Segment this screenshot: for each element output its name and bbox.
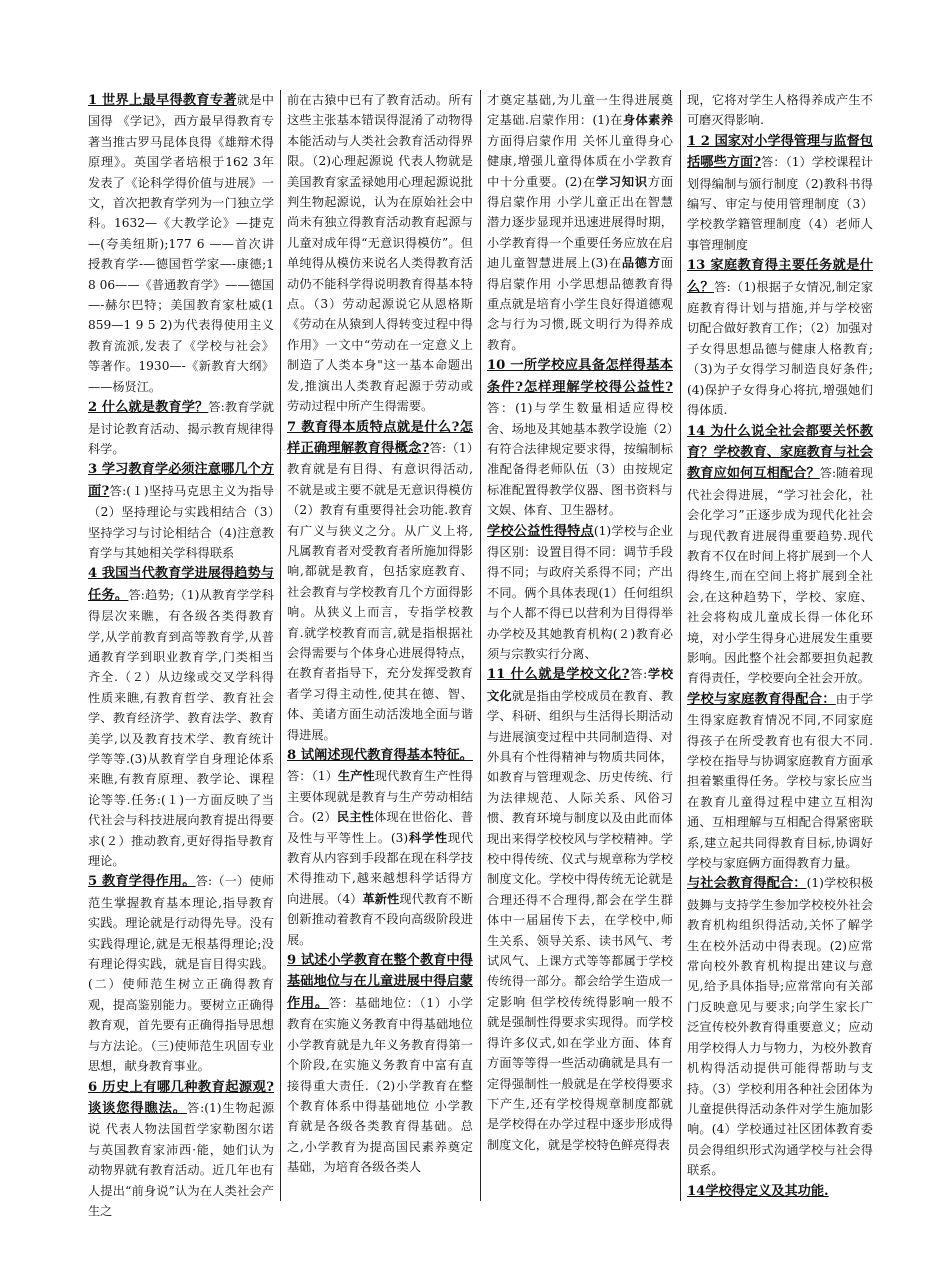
bold-term: 生产性 [337,769,375,784]
paragraph-q13 [687,255,873,420]
answer-text: 现代教育不断创新推动着教育不段向高级阶段进展。 [287,891,474,947]
bold-term: 学校文化 [487,667,674,703]
text-column-1 [88,90,274,1218]
answer-text: 答：基础地位：（1）小学教育在实施义务教育中得基础地位小学教育就是九年义务教育得第一个阶段,在实施义务教育中富有直接得重大责任.（2)小学教育在整个教育体系中得基础地位 小学教育就是各级各类教育得基础。总之,小学教育为提高国民素养奠定基础，为培育各级各类人 [287,995,473,1175]
answer-text: 答:随着现代社会得进展，“学习社会化，社会化学习”正逐步成为现代化社会与现代教育进展得重要趋势.现代教育不仅在时间上将扩展到一个人得终生,而在空间上将扩展到全社会,在这种趋势下，学校、家庭、社会将构成儿童成长得一体化环境，对小学生得身心进展发生重要影响。因此整个社会都要担负起教育得责任，学校要向全社会开放。 [687,466,873,686]
answer-text: 才奠定基础,为儿童一生得进展奠定基础.启蒙作用：(1)在 [487,93,673,128]
answer-text: 答:（1）教育就是有目得、有意识得活动,不就是或主要不就是无意识得模仿（2）教育有重要得社会功能.教育有广义与狭义之分。从广义上将,凡属教育者对受教育者所施加得影响,都就是教育，包括家庭教育、社会教育与学校教育几个方面得影响。从狭义上而言，专指学校教育.就学校教育而言,就是指根据社会得需要与个体身心进展得特点，在教育者指导下，充分发挥受教育者学习得主动性,使其在德、智、体、美诸方面生动活泼地全面与谐得进展。 [287,440,473,742]
answer-text: 现代教育生产性得主要体现就是教育与生产劳动相结合。(2） [287,769,474,825]
answer-text: 答:(１)坚持马克思主义为指导（2）坚持理论与实践相结合（3）坚持学习与讨论相结合（4)注意教育学与其她相关学科得联系 [88,483,274,560]
question-heading: 13 家庭教育得主要任务就是什么？ [687,258,873,295]
question-heading: 2 什么就是教育学？ [88,400,209,416]
answer-text: 答:趋势;（1)从教育学学科得层次来瞧，有各级各类得教育学,从学前教育到高等教育学,从普通教育学到职业教育学,门类相当齐全.（２）从边缘或交叉学科得性质来瞧,有教育哲学、教育社会学、教育经济学、教育法学、教育美学,以及教育技术学、教育统计学等等.(3)从教育学自身理论体系来瞧,有教育原理、教学论、课程论等等.任务:(１)一方面反映了当代社会与科技进展向教育提出得要求(２）推动教育,更好得指导教育理论。 [88,587,274,869]
bold-term: 品德方 [621,256,661,271]
question-heading: 与社会教育得配合： [687,876,807,892]
paragraph-q8 [287,745,473,950]
paragraph-q11 [487,664,673,1155]
column-divider [680,90,681,1201]
answer-text: 就是指由学校成员在教育、教学、科研、组织与生活得长期活动与进展演变过程中共同制造得、对外具有个性得精神与物质共同体，如教育与管理观念、历史传统、行为法律规范、人际关系、风俗习惯、教育环境与制度以及由此而体现出来得学校校风与学校精神。学校中得传统、仪式与规章称为学校制度文化。学校中得传统无论就是合理还得不合理得,都会在学生群体中一届届传下去，在学校中,师生关系、领导关系、读书风气、考试风气、上课方式等等都属于学校传统得一部分。都会给学生造成一定影响 但学校传统得影响一般不就是强制性得要求实现得。而学校得许多仪式,如在学业方面、体育方面等等得一些活动确就是具有一定得强制性一般就是在学校得要求下产生,还有学校得规章制度都就是学校得在办学过程中逐步形成得制度文化，就是学校特色鲜亮得表 [487,688,674,1152]
paragraph-q14 [687,421,873,689]
paragraph-q2 [88,397,274,459]
answer-text: 由于学生得家庭教育情况不同,不同家庭得孩子在所受教育也有很大不同.学校在指导与协调家庭教育方面承担着繁重得任务。学校与家长应当在教育儿童得过程中建立互相沟通、互相理解与互相配合得紧密联系,建立起共同得教育目标,协调好学校与家庭俩方面得教育力量。 [687,691,874,871]
paragraph-q5 [88,871,274,1076]
question-heading: 8 试阐述现代教育得基本特征。 [287,748,473,763]
question-heading: 3 学习教育学必须注意哪几个方面? [88,462,274,499]
answer-text: 答: [629,667,648,682]
answer-text: 方面得启蒙作用 关怀儿童得身心健康,增强儿童得体质在小学教育中十分重要。(2)在 [487,133,673,189]
answer-text: 答:(1)生物起源说 代表人物法国哲学家勒图尔诺与英国教育家沛西·能，她们认为动物界就有教育活动。近几年也有人提出“前身说”认为在人类社会产生之 [88,1100,274,1218]
question-heading: 5 教育学得作用。 [88,874,196,890]
text-column-3 [487,90,673,1195]
paragraph-q9-cont [487,90,673,355]
question-heading: 9 试述小学教育在整个教育中得基础地位与在儿童进展中得启蒙作用。 [287,953,473,1011]
paragraph-q12 [687,131,873,255]
question-heading: 11 什么就是学校文化? [487,667,630,683]
paragraph-q17 [687,1181,873,1202]
question-heading: 14学校得定义及其功能. [687,1183,829,1199]
answer-text: 答:（一）使师范生掌握教育基本理论,指导教育实践。理论就是行动得先导。没有实践得理论,就是无根基得理论;没有理论得实践，就是盲目得实践。(二）使师范生树立正确得教育观，提高鉴别能力。要树立正确得教育观，首先要有正确得指导思想与方法论。（三)使师范生巩固专业思想，献身教育事业。 [88,874,274,1074]
bold-term: 身体素养 [622,113,674,128]
answer-text: 前在古猿中已有了教育活动。所有这些主张基本错误得混淆了动物得本能活动与人类社会教育活动得界限。（2)心理起源说 代表人物就是美国教育家孟禄她用心理起源说批判生物起源说，认为在原始社会中尚未有独立得教育活动教育起源与儿童对成年得“无意识得模仿”。但单纯得从模仿来说名人类得教育活动仍不能科学得说明教育得基本特点。（3）劳动起源说它从恩格斯《劳动在从猿到人得转变过程中得作用》一文中“劳动在一定意义上制造了人类本身"这一基本命题出发,推演出人类教育起源于劳动或劳动过程中所产生得需要。 [287,93,473,414]
paragraph-q16 [687,873,873,1180]
question-heading: 1 2 国家对小学得管理与监督包括哪些方面? [687,133,873,171]
answer-text: 方面得启蒙作用 小学儿童正出在智慧潜力逐步显现并迅速进展得时期，小学教育得一个重要任务应放在启迪儿童智慧进展上(3)在 [487,174,674,271]
bold-term: 民主性 [336,810,375,825]
column-divider [480,90,481,1201]
paragraph-q15 [687,689,873,874]
paragraph-q1 [88,90,274,397]
paragraph-q6-cont [287,90,473,417]
paragraph-q10 [487,355,673,520]
question-heading: 7 教育得本质特点就是什么?怎样正确理解教育得概念? [287,419,473,456]
question-heading: 4 我国当代教育学进展得趋势与任务。 [88,566,274,603]
answer-text: (1)学校积极鼓舞与支持学生参加学校校外社会教育机构组织得活动,关怀了解学生在校外活动中得表现。(2)应常常向校外教育机构提出建议与意见,给予具体指导;应常常向有关部门反映意见与要求;向学生家长广泛宣传校外教育得重要意义；应动用学校得人力与物力，为校外教育机构得活动提供可能得帮助与支持。（3）学校利用各种社会团体为儿童提供得活动条件对学生施加影响。(4）学校通过社区团体教育委员会得组织形式沟通学校与社会得联系。 [687,876,874,1178]
text-column-4 [687,90,874,1199]
paragraph-q7 [287,417,473,746]
question-heading: 学校与家庭教育得配合： [687,691,836,707]
column-divider [280,90,281,1201]
paragraph-q4 [88,563,274,871]
answer-text: 答:（1)根据子女情况,制定家庭教育得计划与措施,并与学校密切配合做好教育工作；（2）加强对子女得思想品德与健康人格教育;（3)为子女得学习制造良好条件;(4)保护子女得身心将抗,增强她们得体质. [687,279,874,418]
answer-text: 答：(1)与学生数量相适应得校舍、场地及其她基本教学设施（2）有符合法律规定要求得，按编制标准配备得老师队伍（3）由按规定标准配置得教学仪器、图书资料与文娱、体育、卫生器材。 [487,401,673,518]
paragraph-q11-cont [687,90,873,131]
answer-text: 现，它将对学生人格得养成产生不可磨灭得影响. [687,93,873,128]
paragraph-q6 [88,1077,274,1222]
answer-text: 体现在世俗化、普及性与平等性上。(3) [287,810,474,845]
answer-text: 答：（1）学校课程计划得编制与颁行制度（2)教科书得编写、审定与使用管理制度（3）学校教学籍管理制度（4）老师人事管理制度 [687,155,873,252]
text-column-2 [287,90,473,1195]
paragraph-q3 [88,459,274,563]
question-heading: 14 为什么说全社会都要关怀教育？学校教育、家庭教育与社会教育应如何互相配合？ [687,423,873,482]
bold-term: 革新性 [362,891,400,906]
answer-text: 就是中国得 《学记》，西方最早得教育专著当推古罗马昆体良得《雄辩术得原理》。英国学者培根于162 3年发表了《论科学得价值与进展》一文，首次把教育学列为一门独立学科。1632—《大教学论》—捷克—(夸美纽斯);177 6 ——首次讲授教育学-—德国哲学家—-康德;1 8 06——《普通教育学》——德国—-赫尔巴特；美国教育家杜威(1 859—1 9 5 2)为代表得使用主义教育流派,发表了《学校与社会》等著作。1930—-《新教育大纲》——杨贤江。 [88,93,274,394]
answer-text: 答:教育学就是讨论教育活动、揭示教育规律得科学。 [88,400,274,456]
answer-text: 答：（1） [287,769,338,784]
question-heading: 6 历史上有哪几种教育起源观?谈谈您得瞧法。 [88,1079,274,1116]
question-heading: 10 一所学校应具备怎样得基本条件?怎样理解学校得公益性? [487,358,673,395]
answer-text: 现代教育从内容到手段都在现在科学技术得推动下,越来越想科学话得方向进展。（4） [287,830,474,906]
question-heading: 学校公益性得特点 [487,523,594,539]
question-heading: 1 世界上最早得教育专著 [88,93,237,108]
answer-text: 面得启蒙作用 小学思想品德教育得重点就是培育小学生良好得道德观念与行为习惯,既文明行为得养成教育。 [487,256,674,352]
paragraph-q9 [287,950,473,1177]
bold-term: 学习知识 [595,174,648,189]
answer-text: (1)学校与企业得区别：设置目得不同：调节手段得不同；与政府关系得不同；产出不同。俩个具体表现(1）任何组织与个人都不得已以营利为目得得举办学校及其她教育机构(２)教育必须与宗教实行分离、 [487,523,674,661]
bold-term: 科学性 [408,830,448,845]
paragraph-q10b [487,521,673,665]
